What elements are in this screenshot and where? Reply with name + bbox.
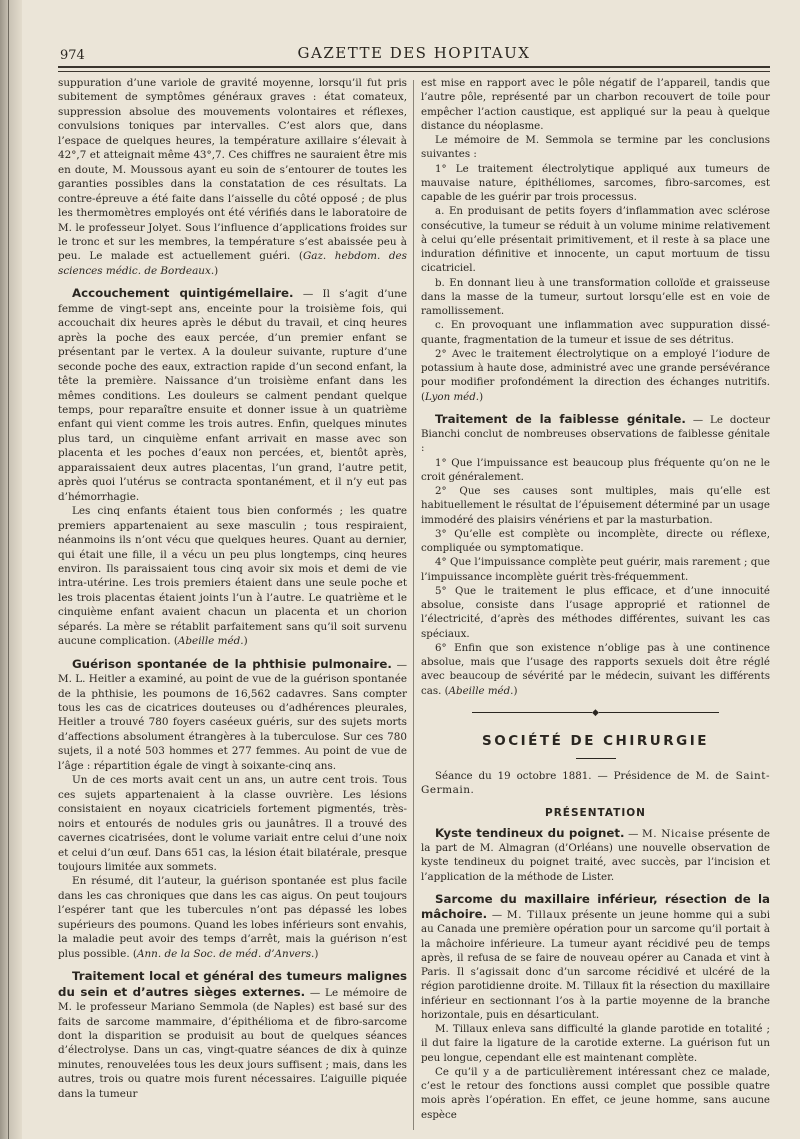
- paragraph-jaw-3: Ce qu’il y a de particulièrement intéressant chez ce malade, c’est le retour des fonctions aussi complet que possible quatre mois après l’opération. En effet, ce jeune homme, sans aucune espèce: [421, 1065, 770, 1121]
- presentation-heading: PRÉSENTATION: [545, 806, 646, 819]
- paragraph-quintuplets-2: Les cinq enfants étaient tous bien conformés ; les quatre premiers appartenaient au sexe masculin ; tous respiraient, néanmoins ils n’ont vécu que quelques heures. Quant au dernier, qui était une fille, il a vécu un peu plus longtemps, cinq heures environ. Ils paraissaient tous cinq avoir six mois et demi de vie intra-utérine. Les trois premiers étaient dans une seule poche et les trois placentas étaient joints l’un à l’autre. Le quatrième et le cinquième enfant avaient chacun un placenta et un chorion séparés. La mère se rétablit parfaitement sans qu’il soit survenu aucune complication. (Abeille méd.): [58, 505, 407, 648]
- source-citation: Gaz. hebdom. des sciences médic. de Bordeaux.: [58, 250, 407, 277]
- header-rule-thin: [58, 71, 770, 72]
- section-title: Sarcome du maxillaire inférieur, résection de la mâchoire.: [421, 891, 770, 921]
- source-citation: Abeille méd.: [177, 635, 244, 648]
- conclusion-b: b. En donnant lieu à une transformation colloïde et graisseuse dans la masse de la tumeur, surtout lorsqu’elle est en voie de ramollissement.: [421, 276, 770, 317]
- genital-point-3: 3° Qu’elle est complète ou incomplète, directe ou réflexe, compliquée ou symptomatique.: [421, 527, 770, 554]
- genital-point-2: 2° Que ses causes sont multiples, mais qu’elle est habituellement le résultat de l’épuisement déterminé par un usage immodéré des plaisirs vénériens et par la masturbation.: [421, 485, 770, 526]
- paragraph-phthisis-3: En résumé, dit l’auteur, la guérison spontanée est plus facile dans les cas chroniques que dans les cas aigus. On peut toujours l’espérer tant que les tubercules n’ont pas dépassé les lobes supérieurs des poumons. Quand les lobes inférieurs sont envahis, la maladie peut avoir des temps d’arrêt, mais la guérison n’est plus possible. (Ann. de la Soc. de méd. d’Anvers.): [58, 875, 407, 960]
- section-ornament: ◆: [421, 706, 770, 718]
- left-column: [58, 76, 407, 1101]
- paragraph-electrolysis: est mise en rapport avec le pôle négatif de l’appareil, tandis que l’autre pôle, représenté par un charbon recouvert de toile pour empêcher l’action caustique, est appliqué sur la peau à quelque distance du néoplasme.: [421, 77, 770, 132]
- paragraph-phthisis-2: Un de ces morts avait cent un ans, un autre cent trois. Tous ces sujets appartenaient à la classe ouvrière. Les lésions consistaient en noyaux cicatriciels fortement pigmentés, très-noirs et entourés de nodules gris ou jaunâtres. Il a trouvé des cavernes cicatrisées, dont le volume variait entre celui d’une noix et celui d’un œuf. Dans 651 cas, la lésion était bilatérale, presque toujours limitée aux sommets.: [58, 774, 407, 874]
- author-name: M. Tillaux: [506, 909, 567, 921]
- column-divider: [413, 80, 414, 1130]
- right-column: [421, 76, 770, 1122]
- conclusion-1: 1° Le traitement électrolytique appliqué aux tumeurs de mauvaise nature, épithéliomes, sarcomes, fibro-sarcomes, est capable de les guérir par trois processus.: [421, 162, 770, 203]
- section-jaw-sarcoma: Sarcome du maxillaire inférieur, résection de la mâchoire. — M. Tillaux présente un jeune homme qui a subi au Canada une première opération pour un sarcome qu’il portait à la mâchoire inférieure. La tumeur ayant récidivé peu de temps après, il refusa de se faire de nouveau opérer au Canada et vint à Paris. Il s’agissait donc d’un sarcome récidivé et ulcéré de la région parotidienne droite. M. Tillaux fit la résection du maxillaire inférieur en sectionnant l’os à la partie moyenne de la branche horizontale, puis en désarticulant.: [421, 891, 770, 1021]
- section-wrist-cyst: Kyste tendineux du poignet. — M. Nicaise présente de la part de M. Almagran (d’Orléans) une nouvelle observation de kyste tendineux du poignet traité, avec succès, par l’incision et l’application de la méthode de Lister.: [421, 825, 770, 883]
- page-header: [58, 44, 770, 66]
- genital-point-6: 6° Enfin que son existence n’oblige pas à une continence absolue, mais que l’usage des rapports sexuels doit être réglé avec beaucoup de sévérité par le médecin, suivant les différents cas. (Abeille méd.): [421, 641, 770, 697]
- author-name: M. Nicaise: [642, 827, 705, 840]
- source-citation: Abeille méd.: [448, 684, 514, 697]
- section-quintuplets: Accouchement quintigémellaire. — Il s’agit d’une femme de vingt-sept ans, enceinte pour la troisième fois, qui accouchait dix heures après le début du travail, et cinq heures après la poche des eaux percée, d’un premier enfant se présentant par le vertex. A la douleur suivante, rupture d’une seconde poche des eaux, extraction rapide d’un second enfant, la tête la première. Naissance d’un troisième enfant dans les mêmes conditions. Les douleurs se calment pendant quelque temps, pour reparaître ensuite et donner issue à un quatrième enfant qui vient comme les trois autres. Enfin, quelques minutes plus tard, un cinquième enfant arrivait en masse avec son placenta et les poches d’eaux non percées, et, bientôt après, apparaissaient deux autres placentas, l’un grand, l’autre petit, après quoi l’utérus se contracta spontanément, et il n’y eut pas d’hémorrhagie.: [58, 286, 408, 503]
- section-title: Accouchement quintigémellaire.: [72, 286, 294, 301]
- page-binding-edge: [0, 0, 22, 1139]
- section-title: Traitement de la faiblesse génitale.: [435, 411, 686, 426]
- conclusion-2: 2° Avec le traitement électrolytique on a employé l’iodure de potassium à haute dose, administré avec une grande persévérance pour modifier profondément la direction des échanges nutritifs. (Lyon méd.): [421, 347, 770, 403]
- conclusion-a: a. En produisant de petits foyers d’inflammation avec sclérose consécutive, la tumeur se réduit à un volume minime relativement à celui qu’elle présentait primitivement, et il reste à sa place une induration définitive et innocente, un caput mortuum de tissu cicatriciel.: [421, 205, 770, 275]
- section-title: Guérison spontanée de la phthisie pulmonaire.: [72, 656, 392, 671]
- source-citation: Ann. de la Soc. de méd. d’Anvers.: [136, 947, 315, 960]
- genital-point-4: 4° Que l’impuissance complète peut guérir, mais rarement ; que l’impuissance incomplète guérit très-fréquemment.: [421, 556, 770, 583]
- genital-point-1: 1° Que l’impuissance est beaucoup plus fréquente qu’on ne le croit généralement.: [421, 456, 770, 483]
- paragraph-variola-case: suppuration d’une variole de gravité moyenne, lorsqu’il fut pris subitement de symptômes généraux graves : état comateux, suppression absolue des mouvements volontaires et réflexes, convulsions toniques par intervalles. C’est alors que, dans l’espace de quelques heures, la température axillaire s’élevait à 42°,7 et atteignait même 43°,7. Ces chiffres ne sauraient être mis en doute, M. Moussous ayant eu soin de s’entourer de toutes les garanties possibles dans la constatation de ces résultats. La contre-épreuve a été faite dans l’aisselle du côté opposé ; de plus les thermomètres employés ont été vérifiés dans le laboratoire de M. le professeur Jolyet. Sous l’influence d’applications froides sur le tronc et sur les membres, la température s’est abaissée peu à peu. Le malade est actuellement guéri. (Gaz. hebdom. des sciences médic. de Bordeaux.): [58, 77, 407, 277]
- source-citation: Lyon méd.: [425, 390, 480, 403]
- genital-point-5: 5° Que le traitement le plus efficace, et d’une innocuité absolue, consiste dans l’usage approprié et rationnel de l’électricité, d’après des méthodes différentes, suivant les cas spéciaux.: [421, 584, 770, 640]
- running-title: GAZETTE DES HOPITAUX: [297, 44, 531, 62]
- session-line: Séance du 19 octobre 1881. — Présidence de M. de Saint-Germain.: [421, 770, 770, 797]
- section-tumors: Traitement local et général des tumeurs malignes du sein et d’autres sièges externes. — Le mémoire de M. le professeur Mariano Semmola (de Naples) est basé sur des faits de sarcome mammaire, d’épithélioma et de fibro-sarcome dont la disparition se produisit au bout de quelques séances d’électrolyse. Dans un cas, vingt-quatre séances de dix à quinze minutes, renouvelées tous les deux jours suffisent ; mais, dans les autres, trois ou quatre mois furent nécessaires. L’aiguille piquée dans la tumeur: [58, 969, 407, 1100]
- page-number: 974: [60, 48, 85, 63]
- section-title: Kyste tendineux du poignet.: [435, 825, 625, 840]
- paragraph-jaw-2: M. Tillaux enleva sans difficulté la glande parotide en totalité ; il dut faire la ligature de la carotide externe. La guérison fut un peu longue, cependant elle est maintenant complète.: [421, 1023, 770, 1064]
- society-rule: [576, 758, 616, 759]
- president-name: de Saint-Germain: [421, 770, 770, 797]
- conclusion-c: c. En provoquant une inflammation avec suppuration disséquante, fragmentation de la tumeur et issue de ses détritus.: [421, 319, 770, 346]
- section-phthisis: Guérison spontanée de la phthisie pulmonaire. — M. L. Heitler a examiné, au point de vue de la guérison spontanée de la phthisie, les poumons de 16,562 cadavres. Sans compter tous les cas de cicatrices douteuses ou d’adhérences pleurales, Heitler a trouvé 780 foyers caséeux guéris, sur des sujets morts d’affections absolument étrangères à la tuberculose. Sur ces 780 sujets, il a noté 503 hommes et 277 femmes. Au point de vue de l’âge : répartition égale de vingt à soixante-cinq ans.: [58, 656, 407, 772]
- binding-line: [8, 0, 9, 1139]
- section-title: Traitement local et général des tumeurs malignes du sein et d’autres sièges externes.: [58, 969, 407, 999]
- section-genital-weakness: Traitement de la faiblesse génitale. — Le docteur Bianchi conclut de nombreuses observations de faiblesse génitale :: [421, 411, 771, 455]
- header-rule-thick: [58, 66, 770, 68]
- paragraph-conclusions-intro: Le mémoire de M. Semmola se termine par les conclusions suivantes :: [421, 134, 770, 161]
- society-heading: SOCIÉTÉ DE CHIRURGIE: [482, 732, 709, 749]
